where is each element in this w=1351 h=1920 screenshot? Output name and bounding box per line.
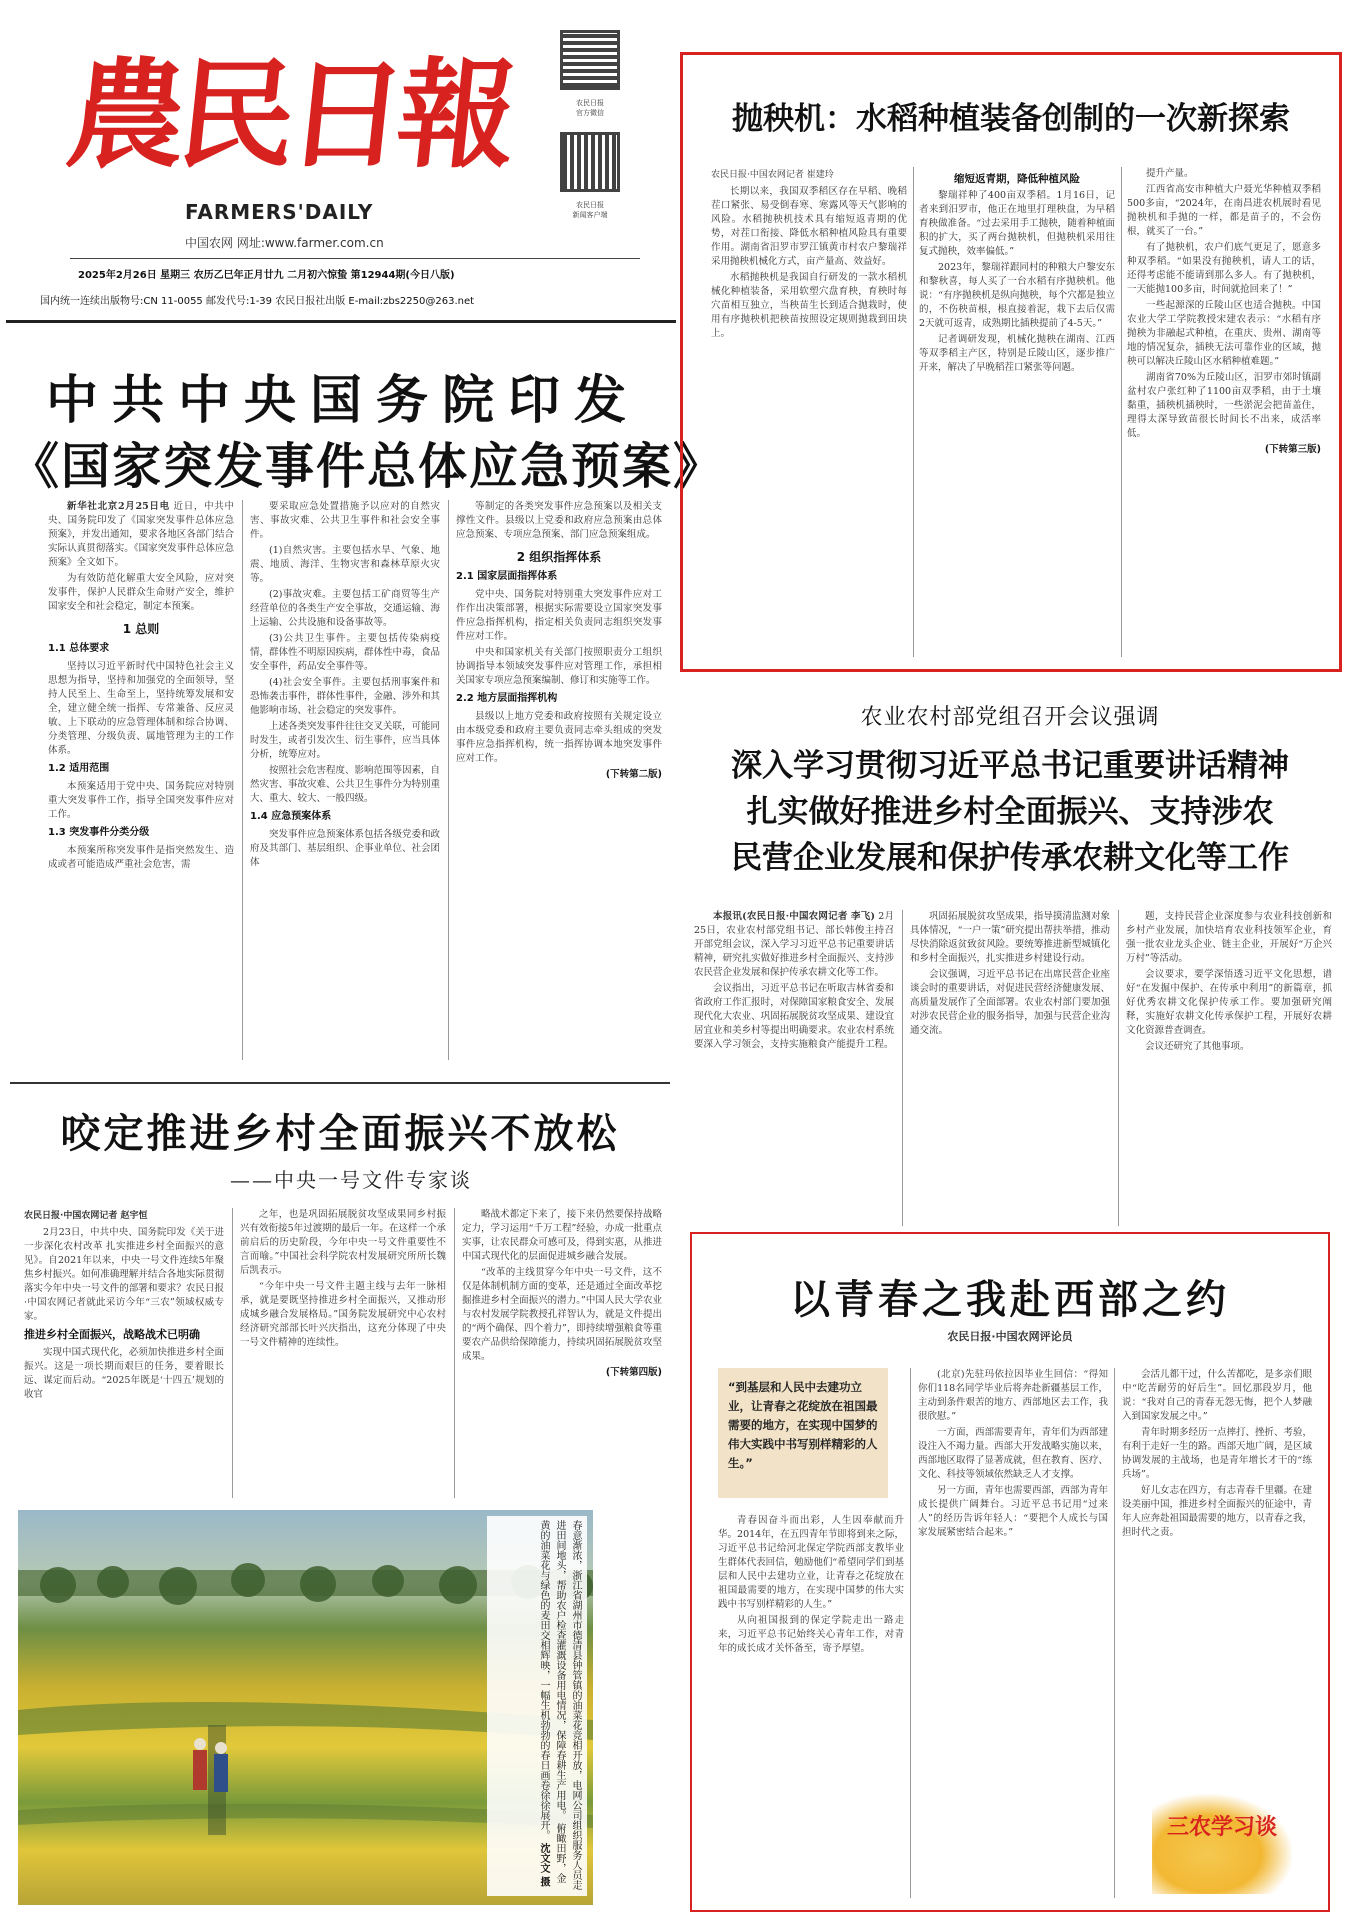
ministry-kicker: 农业农村部党组召开会议强调 [860,705,1160,730]
column-1: 新华社北京2月25日电 近日，中共中央、国务院印发了《国家突发事件总体应急预案》，并发出通知，要求各地区各部门结合实际认真贯彻落实。《国家突发事件总体应急预案》全文如下。 为有效防范化解重大安全风险，应对突发事件，保护人民群众生命财产安全，维护国家安全和社会稳定，制定本预案。 1 总则 1.1 总体要求 坚持以习近平新时代中国特色社会主义思想为指导，坚持和加强党的全面领导，坚持人民至上、生命至上，坚持统筹发展和安全，建立健全统一指挥、专常兼备、反应灵敏、上下联动的应急管理体制和综合协调、分类管理、分级负责、属地管理为主的工作体系。 1.2 适用范围 本预案适用于党中央、国务院应对特别重大突发事件工作，指导全国突发事件应对工作。 1.3 突发事件分类分级 本预案所称突发事件是指突然发生、造成或者可能造成严重社会危害，需 [48,501,234,870]
qr-code-app [560,132,620,192]
revival-byline: 农民日报·中国农网记者 赵宇恒 [24,1211,148,1221]
article-youth-west [690,1232,1330,1912]
section-heading: 1 总则 [122,622,160,636]
revival-continued-note: (下转第四版) [605,1367,662,1378]
ministry-headline-2: 扎实做好推进乡村全面振兴、支持涉农 [746,794,1274,830]
ministry-column-2: 巩固拓展脱贫攻坚成果，指导摸清监测对象具体情况，“一户一策”研究提出帮扶举措，推动尽快消除返贫致贫风险。要统筹推进新型城镇化和乡村全面振兴，扎实推进乡村建设行动。 会议强调，习近平总书记在出席民营企业座谈会时的重要讲话，对促进民营经济健康发展、高质量发展作了全面部署。农业农村部门要加强对涉农民营企业的服务指导，加强与民营企业沟通交流。 [910,911,1110,1036]
article-rice-transplanter [680,52,1342,672]
article-ministry-meeting [680,680,1340,1240]
revival-subtitle: ——中央一号文件专家谈 [230,1168,472,1192]
rapeseed-field-photo [18,1510,593,1905]
rice-byline: 农民日报·中国农网记者 崔建玲 [711,170,834,180]
masthead-site: 中国农网 网址:www.farmer.com.cn [185,236,384,250]
photo-credit: 沈文文 摄 [538,1843,549,1887]
revival-column-1: 2月23日，中共中央、国务院印发《关于进一步深化农村改革 扎实推进乡村全面振兴的意见》。自2021年以来，中央一号文件连续5年聚焦乡村振兴。如何准确理解并结合各地实际贯彻落实今年中央一号文件的部署和要求？农民日报·中国农网记者就此采访今年“三农”领域权威专家。 推进乡村全面振兴，战略战术已明确 实现中国式现代化，必须加快推进乡村全面振兴。这是一项长期而艰巨的任务，要着眼长远、谋定而后动。“2025年既是‘十四五’规划的收官 [24,1227,224,1400]
qr-label-wechat: 农民日报 官方微信 [576,99,604,117]
ministry-dateline: 本报讯(农民日报·中国农网记者 李飞) [713,911,875,922]
rice-headline: 抛秧机：水稻种植装备创制的一次新探索 [732,101,1290,137]
column-2: 要采取应急处置措施予以应对的自然灾害、事故灾难、公共卫生事件和社会安全事件。 (1)自然灾害。主要包括水旱、气象、地震、地质、海洋、生物灾害和森林草原火灾等。 (2)事故灾难。主要包括工矿商贸等生产经营单位的各类生产安全事故，交通运输、海上运输、公共设施和设备事故等。 (3)公共卫生事件。主要包括传染病疫情，群体性不明原因疾病，群体性中毒，食品安全事件，药品安全事件等。 (4)社会安全事件。主要包括刑事案件和恐怖袭击事件，群体性事件，金融、涉外和其他影响市场、社会稳定的突发事件。 上述各类突发事件往往交叉关联，可能同时发生，或者引发次生、衍生事件，应当具体分析，统筹应对。 按照社会危害程度、影响范围等因素，自然灾害、事故灾难、公共卫生事件分为特别重大、重大、较大、一般四级。 1.4 应急预案体系 突发事件应急预案体系包括各级党委和政府及其部门、基层组织、企事业单位、社会团体 [250,501,440,868]
photo-caption: 春意渐浓，浙江省湖州市德清县钟管镇的油菜花竞相开放，电网公司组织服务人员走进田间地头，帮助农户检查灌溉设备用电情况，保障春耕生产用电。 俯瞰田野，金黄的油菜花与绿色的麦田交相辉映，一幅生机勃勃的春日画卷徐徐展开。 沈文文 摄 [487,1516,587,1896]
headline-line-2: 《国家突发事件总体应急预案》 [10,438,725,495]
revival-headline: 咬定推进乡村全面振兴不放松 [60,1111,620,1157]
youth-byline: 农民日报·中国农网评论员 [947,1330,1073,1343]
ministry-column-1: 本报讯(农民日报·中国农网记者 李飞) 2月25日，农业农村部党组书记、部长韩俊主持召开部党组会议，深入学习习近平总书记重要讲话精神，研究扎实做好推进乡村全面振兴、支持涉农民营企业发展和保护传承农耕文化等工作。 会议指出，习近平总书记在听取吉林省委和省政府工作汇报时，对保障国家粮食安全、发展现代化大农业、巩固拓展脱贫攻坚成果、建设宜居宜业和美乡村等提出明确要求。农业农村系统要深入学习领会，支持实施粮食产能提升工程。 [694,911,894,1050]
masthead-english: FARMERS'DAILY [185,200,374,224]
article-emergency-plan [10,330,725,1080]
rice-column-3: 提升产量。 江西省高安市种植大户聂光华种植双季稻500多亩，“2024年，在南昌进农机展时看见抛秧机和手抛的一样，都是苗子的，不会伤根，就买了一台。” 有了抛秧机，农户们底气更足了，愿意多种双季稻。“如果没有抛秧机，请人工的话，还得考虑能不能请到那么多人。有了抛秧机，一天能抛100多亩，时间就抢回来了！” 一些起源深的丘陵山区也适合抛秧。中国农业大学工学院教授宋建农表示：“水稻有序抛秧为非融起式种植，在重庆、贵州、湖南等地的情况复杂，插秧无法可靠作业的区域，抛秧可以解决丘陵山区水稻种植难题。” 湖南省70%为丘陵山区，汨罗市郊时镇副盆村农户张红种了1100亩双季稻，由于土壤黏重，插秧机插秧时，一些淤泥会把苗盖住，理得太深导致苗很长时间长不出来，成活率低。 (下转第三版) [1127,168,1321,455]
pull-quote: “到基层和人民中去建功立业，让青春之花绽放在祖国最需要的地方，在实现中国梦的伟大实践中书写别样精彩的人生。” [718,1368,888,1498]
youth-column-3: 会活儿都干过，什么苦都吃，是多亲们眼中“吃苦耐劳的好后生”。回忆那段岁月，他说：“我对自己的青春无怨无悔，把个人梦融入到国家发展之中。” 青年时期多经历一点摔打、挫折、考验，有利于走好一生的路。西部天地广阔，是区域协调发展的主战场，也是青年增长才干的“练兵场”。 好儿女志在四方，有志青春千里疆。在建设美丽中国，推进乡村全面振兴的征途中，青年人应奔赴祖国最需要的地方，以青春之我，担时代之责。 [1122,1369,1312,1538]
revival-column-3: 略战术都定下来了，接下来仍然要保持战略定力，学习运用“千万工程”经验，办成一批重点实事，让农民群众可感可及，得到实惠，从推进中国式现代化的层面促进城乡融合发展。 “改革的主线贯穿今年中央一号文件，这不仅是体制机制方面的变革，还是通过全面改革挖掘推进乡村全面振兴的潜力。”中国人民大学农业与农村发展学院教授孔祥智认为，就是文件提出的“两个确保、四个着力”，即持续增强粮食等重要农产品供给保障能力，持续巩固拓展脱贫攻坚成果。 (下转第四版) [462,1209,662,1378]
date-line: 2025年2月26日 星期三 农历乙巳年正月廿九 二月初六惊蛰 第12944期(今日八版) [78,270,455,281]
youth-column-2: (北京)先驻玛依拉因毕业生回信：“得知你们118名同学毕业后将奔赴新疆基层工作，主动到条件艰苦的地方、西部地区去工作，我很欣慰。” 一方面，西部需要青年，青年们为西部建设注入不竭力量。西部大开发战略实施以来，西部地区取得了显著成就，但在教育、医疗、文化、科技等领域依然缺乏人才支撑。 另一方面，青年也需要西部，西部为青年成长提供广阔舞台。习近平总书记用“过来人”的经历告诉年轻人：“要把个人成长与国家发展紧密结合起来。” [918,1369,1108,1538]
continued-note: (下转第二版) [605,769,662,780]
youth-headline: 以青春之我赴西部之约 [790,1277,1230,1323]
rice-column-2: 黎瑞祥种了400亩双季稻。1月16日，记者来到汨罗市，他正在地里打理秧盘，为早稻育秧做准备。“过去采用手工抛秧，随着种植面积的扩大，买了两台抛秧机，但抛秧机采用往复式抛秧，效率偏低。” 2023年，黎瑞祥跟同村的种粮大户黎安东和黎秋喜，每人买了一台水稻有序抛秧机。他说：“有序抛秧机是纵向抛秧，每个穴都是独立的，不伤秧苗根，根直接着泥，栽下去后仅需2天就可返青，成熟期比插秧提前了4-5天。” 记者调研发现，机械化抛秧在湖南、江西等双季稻主产区，特别是丘陵山区，逐步推广开来，解决了早晚稻茬口紧张等问题。 [919,190,1115,373]
ministry-headline-3: 民营企业发展和保护传承农耕文化等工作 [731,840,1289,876]
masthead-title: 農民日報 [60,45,516,184]
headline-line-1: 中共中央国务院印发 [45,371,640,431]
ministry-column-3: 题，支持民营企业深度参与农业科技创新和乡村产业发展，加快培育农业科技领军企业，育强一批农业龙头企业、链主企业，开展好“万企兴万村”等活动。 会议要求，要学深悟透习近平文化思想，谱好“在发掘中保护、在传承中利用”的新篇章，抓好优秀农耕文化保护传承工作。要加强研究阐释，实施好农耕文化传承保护工程，开展好农耕文化资源普查调查。 会议还研究了其他事项。 [1126,911,1332,1052]
revival-column-2: 之年，也是巩固拓展脱贫攻坚成果同乡村振兴有效衔接5年过渡期的最后一年。在这样一个承前启后的历史阶段，今年中央一号文件重要性不言而喻。”中国社会科学院农村发展研究所所长魏后凯表示。 “今年中央一号文件主题主线与去年一脉相承，就是要既坚持推进乡村全面振兴，又推动形成城乡融合发展格局。”国务院发展研究中心农村经济研究部部长叶兴庆指出，这充分体现了中央一号文件精神的连续性。 [240,1209,446,1348]
youth-column-1: 青春因奋斗而出彩，人生因奉献而升华。2014年，在五四青年节即将到来之际，习近平总书记给河北保定学院西部支教毕业生群体代表回信，勉励他们“希望同学们到基层和人民中去建功立业，让青春之花绽放在祖国最需要的地方，在实现中国梦的伟大实践中书写别样精彩的人生。” 从向祖国报到的保定学院走出一路走来，习近平总书记始终关心青年工作，对青年的成长成才关怀备至，寄予厚望。 [718,1515,904,1654]
article-rural-revival [10,1088,670,1508]
ministry-headline-1: 深入学习贯彻习近平总书记重要讲话精神 [731,748,1289,784]
rice-column-1: 长期以来，我国双季稻区存在早稻、晚稻茬口紧张、易受倒春寒、寒露风等天气影响的风险。水稻抛秧机技术具有缩短返青期的优势，对茬口衔接、降低水稻种植风险具有重要作用。湖南省汨罗市罗江镇黄市村农户黎瑞祥采用抛秧机械化方式，亩产量高、效益好。 水稻抛秧机是我国自行研发的一款水稻机械化种植装备，采用软塑穴盘育秧，育秧时每穴苗相互独立，当秧苗生长到适合抛栽时，使用有序抛秧机把秧苗按照设定规则抛栽到田块上。 [711,186,907,339]
qr-label-app: 农民日报 新闻客户端 [572,201,608,219]
masthead [0,0,675,330]
qr-code-wechat [560,30,620,90]
dateline: 新华社北京2月25日电 [67,501,170,512]
rice-subhead: 缩短返青期，降低种植风险 [954,173,1080,185]
sannong-study-stamp: 三农学习谈 [1152,1794,1292,1894]
publication-line: 国内统一连续出版物号:CN 11-0055 邮发代号:1-39 农民日报社出版 E-mail:zbs2250@263.net [40,296,475,307]
column-3: 等制定的各类突发事件应急预案以及相关支撑性文件。县级以上党委和政府应急预案由总体应急预案、专项应急预案、部门应急预案组成。 2 组织指挥体系 2.1 国家层面指挥体系 党中央、国务院对特别重大突发事件应对工作作出决策部署，根据实际需要设立国家突发事件应急指挥机构，指定相关负责同志组织突发事件应对工作。 中央和国家机关有关部门按照职责分工组织协调指导本领域突发事件应对管理工作，承担相关国家专项应急预案编制、修订和实施等工作。 2.2 地方层面指挥机构 县级以上地方党委和政府按照有关规定设立由本级党委和政府主要负责同志牵头组成的突发事件应急指挥机构，统一指挥协调本地突发事件应对工作。 (下转第二版) [456,501,662,780]
rice-continued-note: (下转第三版) [1264,444,1321,455]
